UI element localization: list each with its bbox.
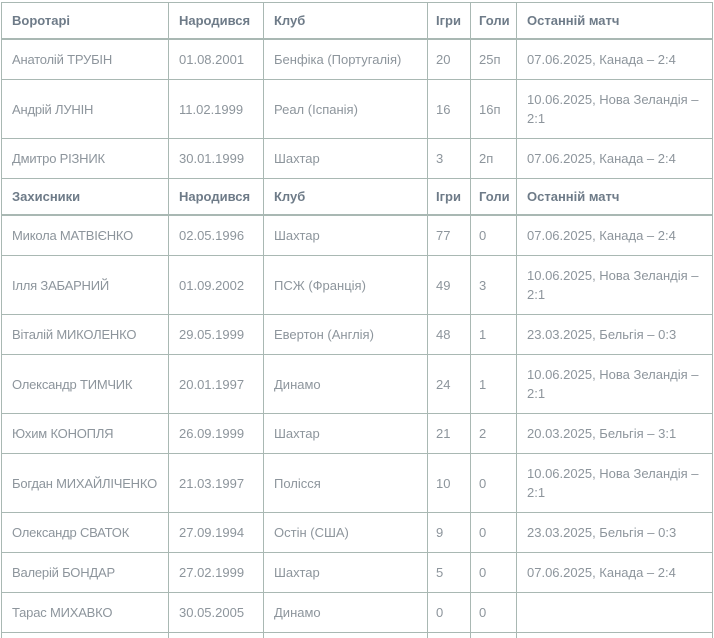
squad-table-body: [2, 3, 713, 638]
player-name-cell: Анатолій ТРУБІН: [2, 39, 169, 80]
clipped-cell: [428, 633, 471, 638]
player-row: [2, 39, 713, 80]
last-match-cell: 07.06.2025, Канада – 2:4: [517, 139, 713, 179]
club-cell: Евертон (Англія): [264, 315, 428, 355]
club-cell: Шахтар: [264, 553, 428, 593]
player-name-cell: Олександр СВАТОК: [2, 513, 169, 553]
player-name-cell: Олександр ТИМЧИК: [2, 355, 169, 414]
goals-count-cell: 0: [471, 553, 517, 593]
goals-count-cell: 0: [471, 593, 517, 633]
column-header: Голи: [471, 3, 517, 40]
last-match-cell: 10.06.2025, Нова Зеландія – 2:1: [517, 256, 713, 315]
column-header: Ігри: [428, 3, 471, 40]
games-count-cell: 77: [428, 215, 471, 256]
column-header: Ігри: [428, 179, 471, 216]
last-match-cell: 10.06.2025, Нова Зеландія – 2:1: [517, 454, 713, 513]
clipped-cell: [169, 633, 264, 638]
born-date-cell: 21.03.1997: [169, 454, 264, 513]
player-row: [2, 315, 713, 355]
games-count-cell: 24: [428, 355, 471, 414]
column-header: Клуб: [264, 179, 428, 216]
club-cell: Бенфіка (Португалія): [264, 39, 428, 80]
player-name-cell: Віталій МИКОЛЕНКО: [2, 315, 169, 355]
player-row: [2, 454, 713, 513]
born-date-cell: 30.05.2005: [169, 593, 264, 633]
clipped-next-row: [2, 633, 713, 638]
player-row: [2, 355, 713, 414]
last-match-cell: 23.03.2025, Бельгія – 0:3: [517, 513, 713, 553]
player-row: [2, 80, 713, 139]
player-name-cell: Дмитро РІЗНИК: [2, 139, 169, 179]
section-title: Захисники: [2, 179, 169, 216]
born-date-cell: 01.08.2001: [169, 39, 264, 80]
games-count-cell: 20: [428, 39, 471, 80]
goals-count-cell: 0: [471, 454, 517, 513]
player-row: [2, 139, 713, 179]
born-date-cell: 29.05.1999: [169, 315, 264, 355]
player-row: [2, 256, 713, 315]
player-name-cell: Тарас МИХАВКО: [2, 593, 169, 633]
last-match-cell: 07.06.2025, Канада – 2:4: [517, 39, 713, 80]
player-name-cell: Ілля ЗАБАРНИЙ: [2, 256, 169, 315]
player-name-cell: Андрій ЛУНІН: [2, 80, 169, 139]
club-cell: Шахтар: [264, 215, 428, 256]
column-header: Клуб: [264, 3, 428, 40]
goals-count-cell: 0: [471, 215, 517, 256]
club-cell: Реал (Іспанія): [264, 80, 428, 139]
section-header-row: [2, 3, 713, 40]
player-name-cell: Богдан МИХАЙЛІЧЕНКО: [2, 454, 169, 513]
games-count-cell: 21: [428, 414, 471, 454]
section-header-row: [2, 179, 713, 216]
player-row: [2, 215, 713, 256]
clipped-cell: [517, 633, 713, 638]
last-match-cell: 10.06.2025, Нова Зеландія – 2:1: [517, 355, 713, 414]
column-header: Народився: [169, 3, 264, 40]
games-count-cell: 5: [428, 553, 471, 593]
games-count-cell: 10: [428, 454, 471, 513]
goals-count-cell: 25п: [471, 39, 517, 80]
goals-count-cell: 1: [471, 355, 517, 414]
games-count-cell: 9: [428, 513, 471, 553]
goals-count-cell: 2: [471, 414, 517, 454]
games-count-cell: 48: [428, 315, 471, 355]
goals-count-cell: 3: [471, 256, 517, 315]
games-count-cell: 49: [428, 256, 471, 315]
player-name-cell: Валерій БОНДАР: [2, 553, 169, 593]
last-match-cell: 07.06.2025, Канада – 2:4: [517, 215, 713, 256]
club-cell: Остін (США): [264, 513, 428, 553]
club-cell: Динамо: [264, 593, 428, 633]
games-count-cell: 16: [428, 80, 471, 139]
born-date-cell: 02.05.1996: [169, 215, 264, 256]
goals-count-cell: 16п: [471, 80, 517, 139]
column-header: Народився: [169, 179, 264, 216]
last-match-cell: 10.06.2025, Нова Зеландія – 2:1: [517, 80, 713, 139]
club-cell: Динамо: [264, 355, 428, 414]
player-name-cell: Юхим КОНОПЛЯ: [2, 414, 169, 454]
last-match-cell: 20.03.2025, Бельгія – 3:1: [517, 414, 713, 454]
player-row: [2, 414, 713, 454]
section-title: Воротарі: [2, 3, 169, 40]
last-match-cell: [517, 593, 713, 633]
player-row: [2, 553, 713, 593]
goals-count-cell: 2п: [471, 139, 517, 179]
player-row: [2, 513, 713, 553]
born-date-cell: 27.02.1999: [169, 553, 264, 593]
club-cell: ПСЖ (Франція): [264, 256, 428, 315]
club-cell: Шахтар: [264, 414, 428, 454]
clipped-cell: [264, 633, 428, 638]
squad-stats-table: [1, 2, 713, 638]
player-name-cell: Микола МАТВІЄНКО: [2, 215, 169, 256]
goals-count-cell: 0: [471, 513, 517, 553]
goals-count-cell: 1: [471, 315, 517, 355]
club-cell: Шахтар: [264, 139, 428, 179]
born-date-cell: 30.01.1999: [169, 139, 264, 179]
column-header: Голи: [471, 179, 517, 216]
player-row: [2, 593, 713, 633]
born-date-cell: 01.09.2002: [169, 256, 264, 315]
clipped-cell: [2, 633, 169, 638]
column-header: Останній матч: [517, 179, 713, 216]
born-date-cell: 11.02.1999: [169, 80, 264, 139]
clipped-cell: [471, 633, 517, 638]
born-date-cell: 26.09.1999: [169, 414, 264, 454]
last-match-cell: 07.06.2025, Канада – 2:4: [517, 553, 713, 593]
games-count-cell: 3: [428, 139, 471, 179]
column-header: Останній матч: [517, 3, 713, 40]
born-date-cell: 20.01.1997: [169, 355, 264, 414]
last-match-cell: 23.03.2025, Бельгія – 0:3: [517, 315, 713, 355]
games-count-cell: 0: [428, 593, 471, 633]
club-cell: Полісся: [264, 454, 428, 513]
born-date-cell: 27.09.1994: [169, 513, 264, 553]
